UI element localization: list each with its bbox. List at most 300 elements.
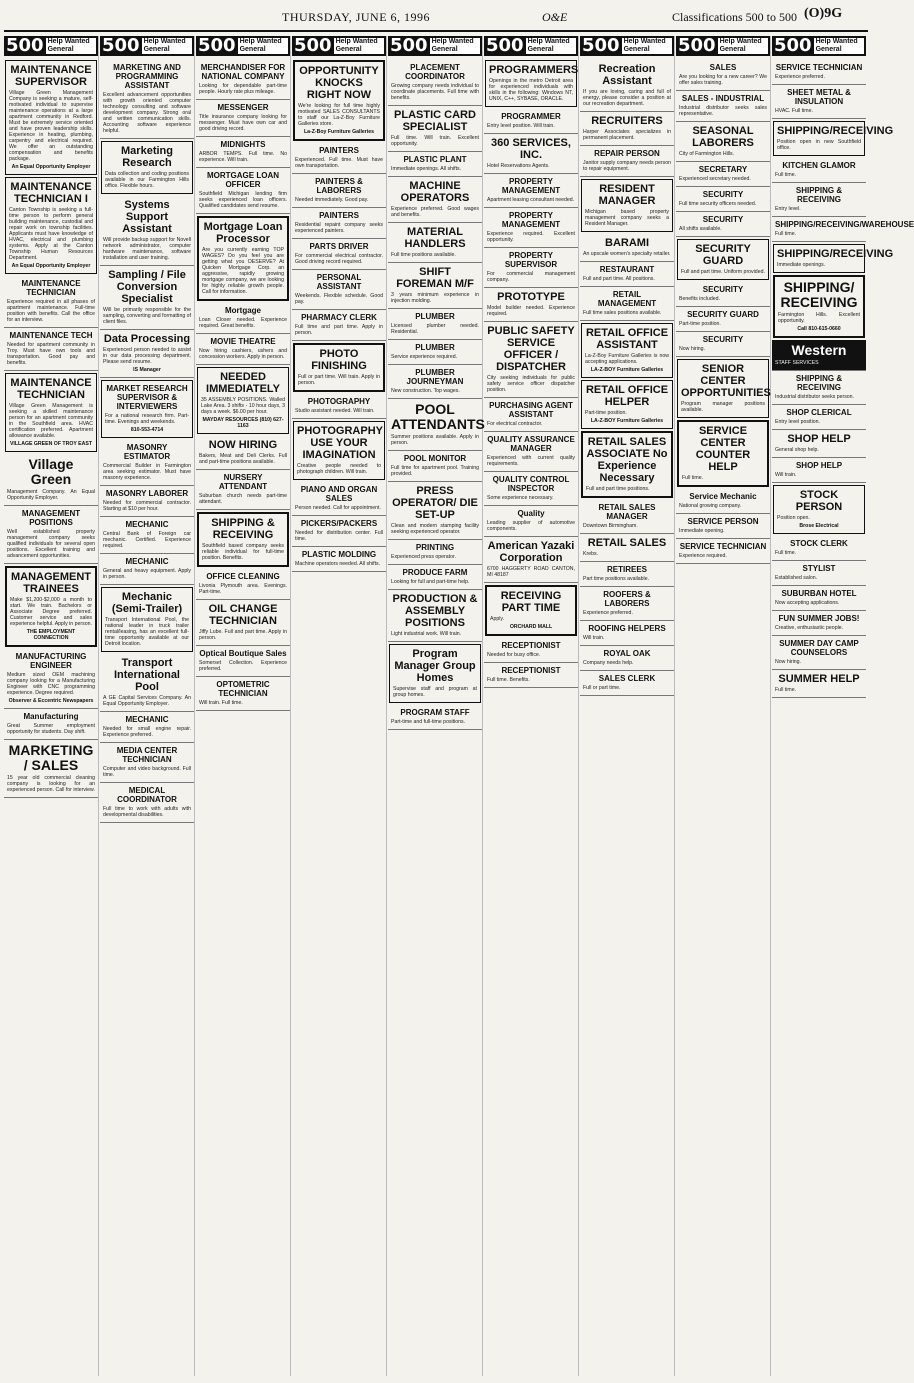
ad-body: Hotel Reservations Agents. xyxy=(487,163,550,169)
ad-title: PHOTOGRAPHY USE YOUR IMAGINATION xyxy=(297,425,383,461)
ad-title: Data Processing xyxy=(103,333,191,345)
classified-ad xyxy=(772,561,866,586)
ad-body: Model builder needed. Experience required. xyxy=(487,305,575,317)
ad-title: RETAIL MANAGEMENT xyxy=(597,290,657,308)
classified-ad xyxy=(580,262,674,287)
classification-number: 500 xyxy=(486,35,524,56)
ad-title: RETAIL SALES MANAGER xyxy=(598,503,656,521)
classified-ad xyxy=(4,328,98,371)
column-header xyxy=(484,36,578,56)
classified-ad xyxy=(196,646,290,677)
ad-body: Light industrial work. Will train. xyxy=(391,631,462,637)
ad-title: SHIPPING & RECEIVING xyxy=(795,186,843,204)
ad-body: Looking for full and part-time help. xyxy=(391,579,470,585)
ad-body: Experienced press operator. xyxy=(391,554,456,560)
classified-ad xyxy=(101,587,193,652)
ad-title: SHIPPING/RECEIVING xyxy=(777,248,894,260)
classification-label: Help Wanted General xyxy=(430,38,480,54)
ad-body: Full time and part time. Apply in person. xyxy=(295,324,383,336)
ad-body: Janitor supply company needs person to repair equipment. xyxy=(583,160,671,172)
ad-body: Openings in the metro Detroit area for experienced individuals with skills in the following: Windows NT, UNIX, C++, SYBASE, ORACLE. xyxy=(489,78,573,102)
classified-ad xyxy=(772,158,866,183)
column-header xyxy=(196,36,290,56)
classified-ad xyxy=(5,177,97,274)
issue-date: THURSDAY, JUNE 6, 1996 xyxy=(282,10,431,24)
ad-contact: Call 810-615-0660 xyxy=(797,326,841,332)
ad-title: Service Mechanic xyxy=(689,492,757,501)
ad-body: Full time. xyxy=(775,687,797,693)
ad-title: PRODUCTION & ASSEMBLY POSITIONS xyxy=(392,593,478,629)
classified-ad xyxy=(676,332,770,357)
classified-column xyxy=(196,36,291,1376)
classified-ad xyxy=(388,263,482,309)
ad-title: PARTS DRIVER xyxy=(309,242,369,251)
ad-title: PROPERTY MANAGEMENT xyxy=(501,211,561,229)
ad-title: STOCK CLERK xyxy=(790,539,848,548)
ad-title: PLASTIC CARD SPECIALIST xyxy=(394,109,476,133)
ad-title: MAINTENANCE TECH xyxy=(9,331,93,340)
classified-ad xyxy=(388,540,482,565)
ad-body: New construction. Top wages. xyxy=(391,388,460,394)
ad-body: Summer positions available. Apply in person. xyxy=(391,434,479,446)
ad-title: SERVICE TECHNICIAN xyxy=(679,542,767,551)
ad-title: ROYAL OAK xyxy=(603,649,651,658)
classified-ad xyxy=(772,85,866,119)
ad-contact: Observer & Eccentric Newspapers xyxy=(8,698,94,704)
classified-ad xyxy=(196,334,290,365)
ad-title: PHARMACY CLERK xyxy=(301,313,377,322)
ad-title: RECEPTIONIST xyxy=(501,666,561,675)
classified-ad xyxy=(484,322,578,398)
classified-ad xyxy=(484,663,578,688)
ad-body: Position open in new Southfield office. xyxy=(777,139,861,151)
classified-ad xyxy=(772,340,866,371)
classification-number: 500 xyxy=(678,35,716,56)
classified-ad xyxy=(676,212,770,237)
classified-ad xyxy=(772,611,866,636)
classified-ad xyxy=(388,565,482,590)
ad-title: FUN SUMMER JOBS! xyxy=(778,614,860,623)
ad-title: SHOP CLERICAL xyxy=(786,408,852,417)
ad-body: Full time. xyxy=(682,475,704,481)
ad-title: SHOP HELP xyxy=(787,433,851,445)
classification-number: 500 xyxy=(582,35,620,56)
classified-ad xyxy=(100,330,194,378)
classified-ad xyxy=(676,307,770,332)
ad-title: SALES - INDUSTRIAL xyxy=(681,94,765,103)
ad-title: SUBURBAN HOTEL xyxy=(781,589,857,598)
ad-title: Quality xyxy=(517,509,545,518)
classified-ad xyxy=(293,421,385,480)
ad-contact: La-Z-Boy Furniture Galleries xyxy=(303,129,375,135)
classified-ad xyxy=(484,432,578,472)
classified-ad xyxy=(197,367,289,434)
ad-body: Full or part time. xyxy=(583,685,621,691)
classified-ad xyxy=(484,638,578,663)
ad-contact: THE EMPLOYMENT CONNECTION xyxy=(26,629,76,641)
classified-ad xyxy=(388,451,482,482)
classified-ad xyxy=(100,743,194,783)
classified-ad xyxy=(101,141,193,194)
classified-ad xyxy=(292,394,386,419)
classified-ad xyxy=(484,288,578,322)
ad-title: MAINTENANCE SUPERVISOR xyxy=(10,64,92,88)
ad-body: Growing company needs individual to coordinate placements. Full time with benefits. xyxy=(391,83,479,101)
ad-title: OPPORTUNITY KNOCKS RIGHT NOW xyxy=(299,65,379,101)
ad-body: Full time sales positions available. xyxy=(583,310,662,316)
ad-body: Needed for busy office. xyxy=(487,652,541,658)
ad-body: A GE Capital Services Company. An Equal Opportunity Employer. xyxy=(103,695,191,707)
classified-ad xyxy=(773,485,865,534)
ad-contact: LA-Z-BOY Furniture Galleries xyxy=(590,418,664,424)
classified-ad xyxy=(388,152,482,177)
classified-ad xyxy=(772,60,866,85)
ad-body: We're looking for full time highly motivated SALES CONSULTANTS to staff our La-Z-Boy Furniture Galleries store. xyxy=(298,103,380,127)
classified-ad xyxy=(676,282,770,307)
ad-body: Full time. Benefits. xyxy=(487,677,530,683)
ad-body: Full time for apartment pool. Training provided. xyxy=(391,465,479,477)
ad-title: MAINTENANCE TECHNICIAN xyxy=(10,377,92,401)
ad-body: Now hiring. xyxy=(775,659,801,665)
ad-body: Make $1,200-$2,000 a month to start. We train. Bachelors or Associate Degree preferred. Customer service and sales experience helpful. Apply in person. xyxy=(10,597,92,627)
classified-ad xyxy=(4,276,98,328)
ad-body: Entry level position. Will train. xyxy=(487,123,555,129)
ad-contact: IS Manager xyxy=(133,367,161,373)
ad-title: MARKETING / SALES xyxy=(8,742,94,773)
ad-title: SECURITY xyxy=(702,285,744,294)
ad-body: Entry level position. xyxy=(775,419,820,425)
classified-ad xyxy=(484,174,578,208)
ad-body: Experience required. xyxy=(679,553,727,559)
ad-body: Downtown Birmingham. xyxy=(583,523,638,529)
ad-body: Service experience required. xyxy=(391,354,458,360)
ad-body: Full and part time positions. xyxy=(586,486,650,492)
ad-body: Supervise staff and program at group homes. xyxy=(393,686,477,698)
classified-ad xyxy=(676,91,770,122)
classified-column xyxy=(580,36,675,1376)
ad-body: All shifts available. xyxy=(679,226,722,232)
classification-number: 500 xyxy=(198,35,236,56)
ad-body: Full time. xyxy=(775,172,797,178)
ad-title: PURCHASING AGENT ASSISTANT xyxy=(489,401,573,419)
ad-body: Needed for small engine repair. Experience preferred. xyxy=(103,726,191,738)
classified-ad xyxy=(485,585,577,636)
ad-title: SECURITY xyxy=(702,215,744,224)
ad-body: Southfield Michigan lending firm seeks experienced loan officers. Qualified candidates send resume. xyxy=(199,191,287,209)
ad-title: RETAIL OFFICE HELPER xyxy=(585,384,669,408)
ad-body: Program manager positions available. xyxy=(681,401,765,413)
classified-ad xyxy=(772,217,914,242)
ad-title: MEDICAL COORDINATOR xyxy=(117,786,177,804)
ad-body: Full time. Will train. Excellent opportunity. xyxy=(391,135,479,147)
ad-body: Great Summer employment opportunity for students. Day shift. xyxy=(7,723,95,735)
ad-title: MARKETING AND PROGRAMMING ASSISTANT xyxy=(113,63,181,90)
ad-title: QUALITY CONTROL INSPECTOR xyxy=(492,475,570,493)
classified-ad xyxy=(196,168,290,214)
ad-body: National growing company. xyxy=(679,503,742,509)
ad-title: MANUFACTURING ENGINEER xyxy=(15,652,87,670)
classified-column xyxy=(388,36,483,1376)
ad-title: PLACEMENT COORDINATOR xyxy=(405,63,465,81)
ad-body: Livonia Plymouth area. Evenings. Part-time. xyxy=(199,583,287,595)
classified-ad xyxy=(100,266,194,330)
ad-body: Suburban church needs part-time attendant. xyxy=(199,493,287,505)
ad-title: RESIDENT MANAGER xyxy=(598,183,656,207)
classified-ad xyxy=(580,646,674,671)
classified-ad xyxy=(581,323,673,378)
ad-body: Will train. Full time. xyxy=(199,700,243,706)
classified-ad xyxy=(196,100,290,137)
classified-ad xyxy=(772,458,866,483)
classified-ad xyxy=(100,517,194,554)
ad-title: RETAIL OFFICE ASSISTANT xyxy=(585,327,669,351)
ad-title: STOCK PERSON xyxy=(795,489,843,513)
classified-ad xyxy=(292,482,386,516)
ad-contact: ORCHARD MALL xyxy=(509,624,553,630)
classified-ad xyxy=(100,654,194,712)
classified-ad xyxy=(581,431,673,498)
classified-ad xyxy=(388,340,482,365)
classified-column xyxy=(772,35,914,1376)
column-header xyxy=(4,36,98,56)
ad-title: MECHANIC xyxy=(125,557,169,566)
ad-contact: Brose Electrical xyxy=(799,523,839,529)
ad-title: NURSERY ATTENDANT xyxy=(218,473,268,491)
ad-title: PIANO AND ORGAN SALES xyxy=(300,485,378,503)
ad-title: Recreation Assistant xyxy=(598,63,656,87)
classified-column xyxy=(100,36,195,1376)
ad-title: PAINTERS xyxy=(319,211,359,220)
classified-ad xyxy=(388,309,482,340)
ad-body: City of Farmington Hills. xyxy=(679,151,735,157)
ad-title: Program Manager Group Homes xyxy=(394,648,476,684)
classified-ad xyxy=(388,590,482,642)
ad-title: PLUMBER xyxy=(415,312,455,321)
classified-ad xyxy=(773,121,894,156)
ad-title: REPAIR PERSON xyxy=(594,149,660,158)
ad-body: Full time. xyxy=(775,550,797,556)
ad-body: Full and part time. All positions. xyxy=(583,276,655,282)
classified-ad xyxy=(676,60,770,91)
classified-ad xyxy=(581,179,673,232)
classified-ad xyxy=(292,174,386,208)
classified-column xyxy=(676,36,771,1376)
ad-title: SHIPPING/RECEIVING/WAREHOUSE xyxy=(775,220,914,229)
ad-title: SUMMER HELP xyxy=(778,673,860,685)
ad-body: City seeking individuals for public safety service officer dispatcher position. xyxy=(487,375,575,393)
classified-ad xyxy=(4,454,98,506)
ad-title: Village Green xyxy=(28,456,74,487)
ad-title: SHIPPING & RECEIVING xyxy=(795,374,843,392)
ad-contact: An Equal Opportunity Employer xyxy=(11,164,91,170)
ad-title: Transport International Pool xyxy=(113,657,180,693)
ad-title: MATERIAL HANDLERS xyxy=(404,226,466,250)
ad-title: SHIPPING/ RECEIVING xyxy=(780,279,858,310)
ad-title: SERVICE PERSON xyxy=(687,517,759,526)
classified-ad xyxy=(580,671,674,696)
ad-contact: LA-Z-BOY Furniture Galleries xyxy=(590,367,664,373)
ad-title: PHOTO FINISHING xyxy=(311,348,367,372)
classified-ad xyxy=(677,420,769,487)
ad-title: SHIFT FOREMAN M/F xyxy=(396,266,474,290)
ad-body: Bakers, Meat and Deli Clerks. Full and part-time positions available. xyxy=(199,453,287,465)
ad-body: 3 years minimum experience in injection molding. xyxy=(391,292,479,304)
ad-body: Now hiring cashiers, ushers and concession workers. Apply in person. xyxy=(199,348,287,360)
ad-title: PAINTERS & LABORERS xyxy=(315,177,363,195)
ad-body: La-Z-Boy Furniture Galleries is now accepting applications. xyxy=(585,353,669,365)
ad-title: MESSENGER xyxy=(217,103,269,112)
ad-body: Benefits included. xyxy=(679,296,720,302)
classified-ad xyxy=(484,248,578,288)
ad-title: SECURITY GUARD xyxy=(687,310,759,319)
classified-ad xyxy=(772,371,866,405)
ad-title: SECURITY xyxy=(702,190,744,199)
ad-body: Harper Associates specializes in permanent placement. xyxy=(583,129,671,141)
ad-title: Optical Boutique Sales xyxy=(199,649,287,658)
ad-title: RECEIVING PART TIME xyxy=(500,590,562,614)
classification-label: Help Wanted General xyxy=(142,38,192,54)
classified-ad xyxy=(676,162,770,187)
ad-body: General and heavy equipment. Apply in person. xyxy=(103,568,191,580)
classification-number: 500 xyxy=(774,35,812,56)
ad-body: Experience preferred. xyxy=(775,74,825,80)
classified-ad xyxy=(4,506,98,564)
ad-body: Industrial distributor seeks sales representative. xyxy=(679,105,767,117)
classified-ad xyxy=(580,234,674,262)
ad-title: PUBLIC SAFETY SERVICE OFFICER / DISPATCHER xyxy=(487,325,575,373)
ad-title: Mechanic (Semi-Trailer) xyxy=(111,591,183,615)
ad-title: MEDIA CENTER TECHNICIAN xyxy=(116,746,178,764)
ad-body: Canton Township is seeking a full-time person to perform general building maintenance, custodial and repair work on township facilities. Applicants must have knowledge of HVAC, electrical and plumbing systems. Apply at the Canton Township Human Resources Department. xyxy=(9,207,93,261)
ad-title: ROOFING HELPERS xyxy=(588,624,666,633)
ad-body: Studio assistant needed. Will train. xyxy=(295,408,375,414)
ad-title: SHEET METAL & INSULATION xyxy=(787,88,851,106)
classified-ad xyxy=(5,60,97,175)
classified-ad xyxy=(388,60,482,106)
classified-column xyxy=(4,36,99,1376)
column-header xyxy=(388,36,482,56)
ad-body: Immediate openings. All shifts. xyxy=(391,166,462,172)
classified-ad xyxy=(100,554,194,585)
classified-ad xyxy=(772,636,866,670)
column-header xyxy=(580,36,674,56)
ad-title: RESTAURANT xyxy=(599,265,655,274)
ad-title: PROPERTY SUPERVISOR xyxy=(504,251,558,269)
ad-title: SECURITY GUARD xyxy=(695,243,751,267)
classified-ad xyxy=(388,223,482,263)
column-header xyxy=(772,36,866,56)
classified-ad xyxy=(292,270,386,310)
classified-ad xyxy=(772,405,866,430)
classified-ad xyxy=(4,709,98,740)
classified-ad xyxy=(772,183,866,217)
classified-ad xyxy=(772,536,866,561)
ad-title: PRESS OPERATOR/ DIE SET-UP xyxy=(392,485,478,521)
ad-title: RECRUITERS xyxy=(591,115,663,127)
classified-ad xyxy=(676,539,770,564)
ad-title: Systems Support Assistant xyxy=(122,199,172,235)
ad-title: PAINTERS xyxy=(319,146,359,155)
ad-title: Sampling / File Conversion Specialist xyxy=(108,269,186,305)
ad-body: Will train. xyxy=(775,472,797,478)
classified-ad xyxy=(196,60,290,100)
ad-title: RECEPTIONIST xyxy=(501,641,561,650)
ad-body: Machine operators needed. All shifts. xyxy=(295,561,381,567)
ad-body: Are you currently earning TOP WAGES? Do you feel you are getting what you DESERVE? At Quicken Mortgage Corp. an aggressive, rapidly growing mortgage company, we are looking for highly reliable growth people. Call for information. xyxy=(202,247,284,295)
ad-body: Commercial Builder in Farmington area seeking estimator. Must have masonry experience. xyxy=(103,463,191,481)
ad-body: 35 ASSEMBLY POSITIONS. Walled Lake Area. 3 shifts - 10 hour days, 3 days a week. $6.00 per hour. xyxy=(201,397,285,415)
ad-body: ARBOR TEMPS. Full time. No experience. Will train. xyxy=(199,151,287,163)
classification-label: Help Wanted General xyxy=(718,38,768,54)
ad-body: Computer and video background. Full time. xyxy=(103,766,191,778)
classified-ad xyxy=(580,587,674,621)
ad-body: Needed for commercial contractor. Starting at $10 per hour. xyxy=(103,500,191,512)
ad-title: MACHINE OPERATORS xyxy=(400,180,470,204)
ad-body: Jiffy Lube. Full and part time. Apply in person. xyxy=(199,629,287,641)
classified-ad xyxy=(196,470,290,510)
ad-title: MECHANIC xyxy=(125,520,169,529)
ad-title: POOL MONITOR xyxy=(403,454,467,463)
ad-title: MOVIE THEATRE xyxy=(210,337,276,346)
ad-contact: MAYDAY RESOURCES (810) 627-1163 xyxy=(202,417,284,429)
classified-ad xyxy=(580,534,674,562)
classified-ad xyxy=(292,547,386,572)
ad-body: Weekends. Flexible schedule. Good pay. xyxy=(295,293,383,305)
ad-body: Experienced person needed to assist in our data processing department. Please send resume. xyxy=(103,347,191,365)
classified-ad xyxy=(772,670,866,698)
classified-ad xyxy=(580,112,674,146)
classification-label: Help Wanted General xyxy=(334,38,384,54)
ad-body: Village Green Management is seeking a skilled maintenance person for an apartment community in the Southfield area. HVAC certification preferred. Apartment allowance available. xyxy=(9,403,93,439)
classified-ad xyxy=(484,506,578,537)
classified-ad xyxy=(5,566,97,647)
classified-ad xyxy=(389,644,481,703)
ad-title: KITCHEN GLAMOR xyxy=(782,161,856,170)
ad-body: Part-time and full-time positions. xyxy=(391,719,466,725)
ad-body: Will be primarily responsible for the sampling, converting and formatting of client files. xyxy=(103,307,191,325)
ad-title: MAINTENANCE TECHNICIAN xyxy=(21,279,81,297)
ad-body: Full and part time. Uniform provided. xyxy=(681,269,765,275)
ad-body: Village Green Management Company is seeking a mature, self-motivated individual to supervise maintenance operations at a large apartment community in Redford. Must be extremely service oriented and have proven leadership skills. Experience in heating, plumbing, carpentry and electrical required. We offer an outstanding compensation and benefits package. xyxy=(9,90,93,162)
classified-ad xyxy=(196,303,290,334)
ad-body: Will train. xyxy=(583,635,605,641)
ad-body: Experience preferred. xyxy=(583,610,633,616)
ad-body: Excellent advancement opportunities with growth oriented computer technology consulting and software development company. Strong oral and written communication skills. Accounting software experience helpful. xyxy=(103,92,191,134)
ad-body: Title insurance company looking for messenger. Must have own car and good driving record. xyxy=(199,114,287,132)
classified-ad xyxy=(676,187,770,212)
ad-title: PRODUCE FARM xyxy=(402,568,468,577)
classified-ad xyxy=(580,562,674,587)
ad-title: SECURITY xyxy=(702,335,744,344)
ad-body: Now accepting applications. xyxy=(775,600,840,606)
ad-title: SALES xyxy=(709,63,737,72)
ad-body: Part-time position. xyxy=(585,410,627,416)
classified-ad xyxy=(100,783,194,823)
classified-ad xyxy=(197,216,289,301)
classified-ad xyxy=(484,537,578,583)
classified-ad xyxy=(580,287,674,321)
ad-body: Experienced. Full time. Must have own transportation. xyxy=(295,157,383,169)
ad-title: SUMMER DAY CAMP COUNSELORS xyxy=(779,639,859,657)
classified-ad xyxy=(196,137,290,168)
classified-ad xyxy=(292,239,386,270)
classified-ad xyxy=(5,373,97,452)
ad-title: SHIPPING/RECEIVING xyxy=(777,125,894,137)
ad-title: SEASONAL LABORERS xyxy=(692,125,754,149)
ad-title: PRINTING xyxy=(415,543,455,552)
classified-column xyxy=(292,36,387,1376)
classification-label: Help Wanted General xyxy=(238,38,288,54)
